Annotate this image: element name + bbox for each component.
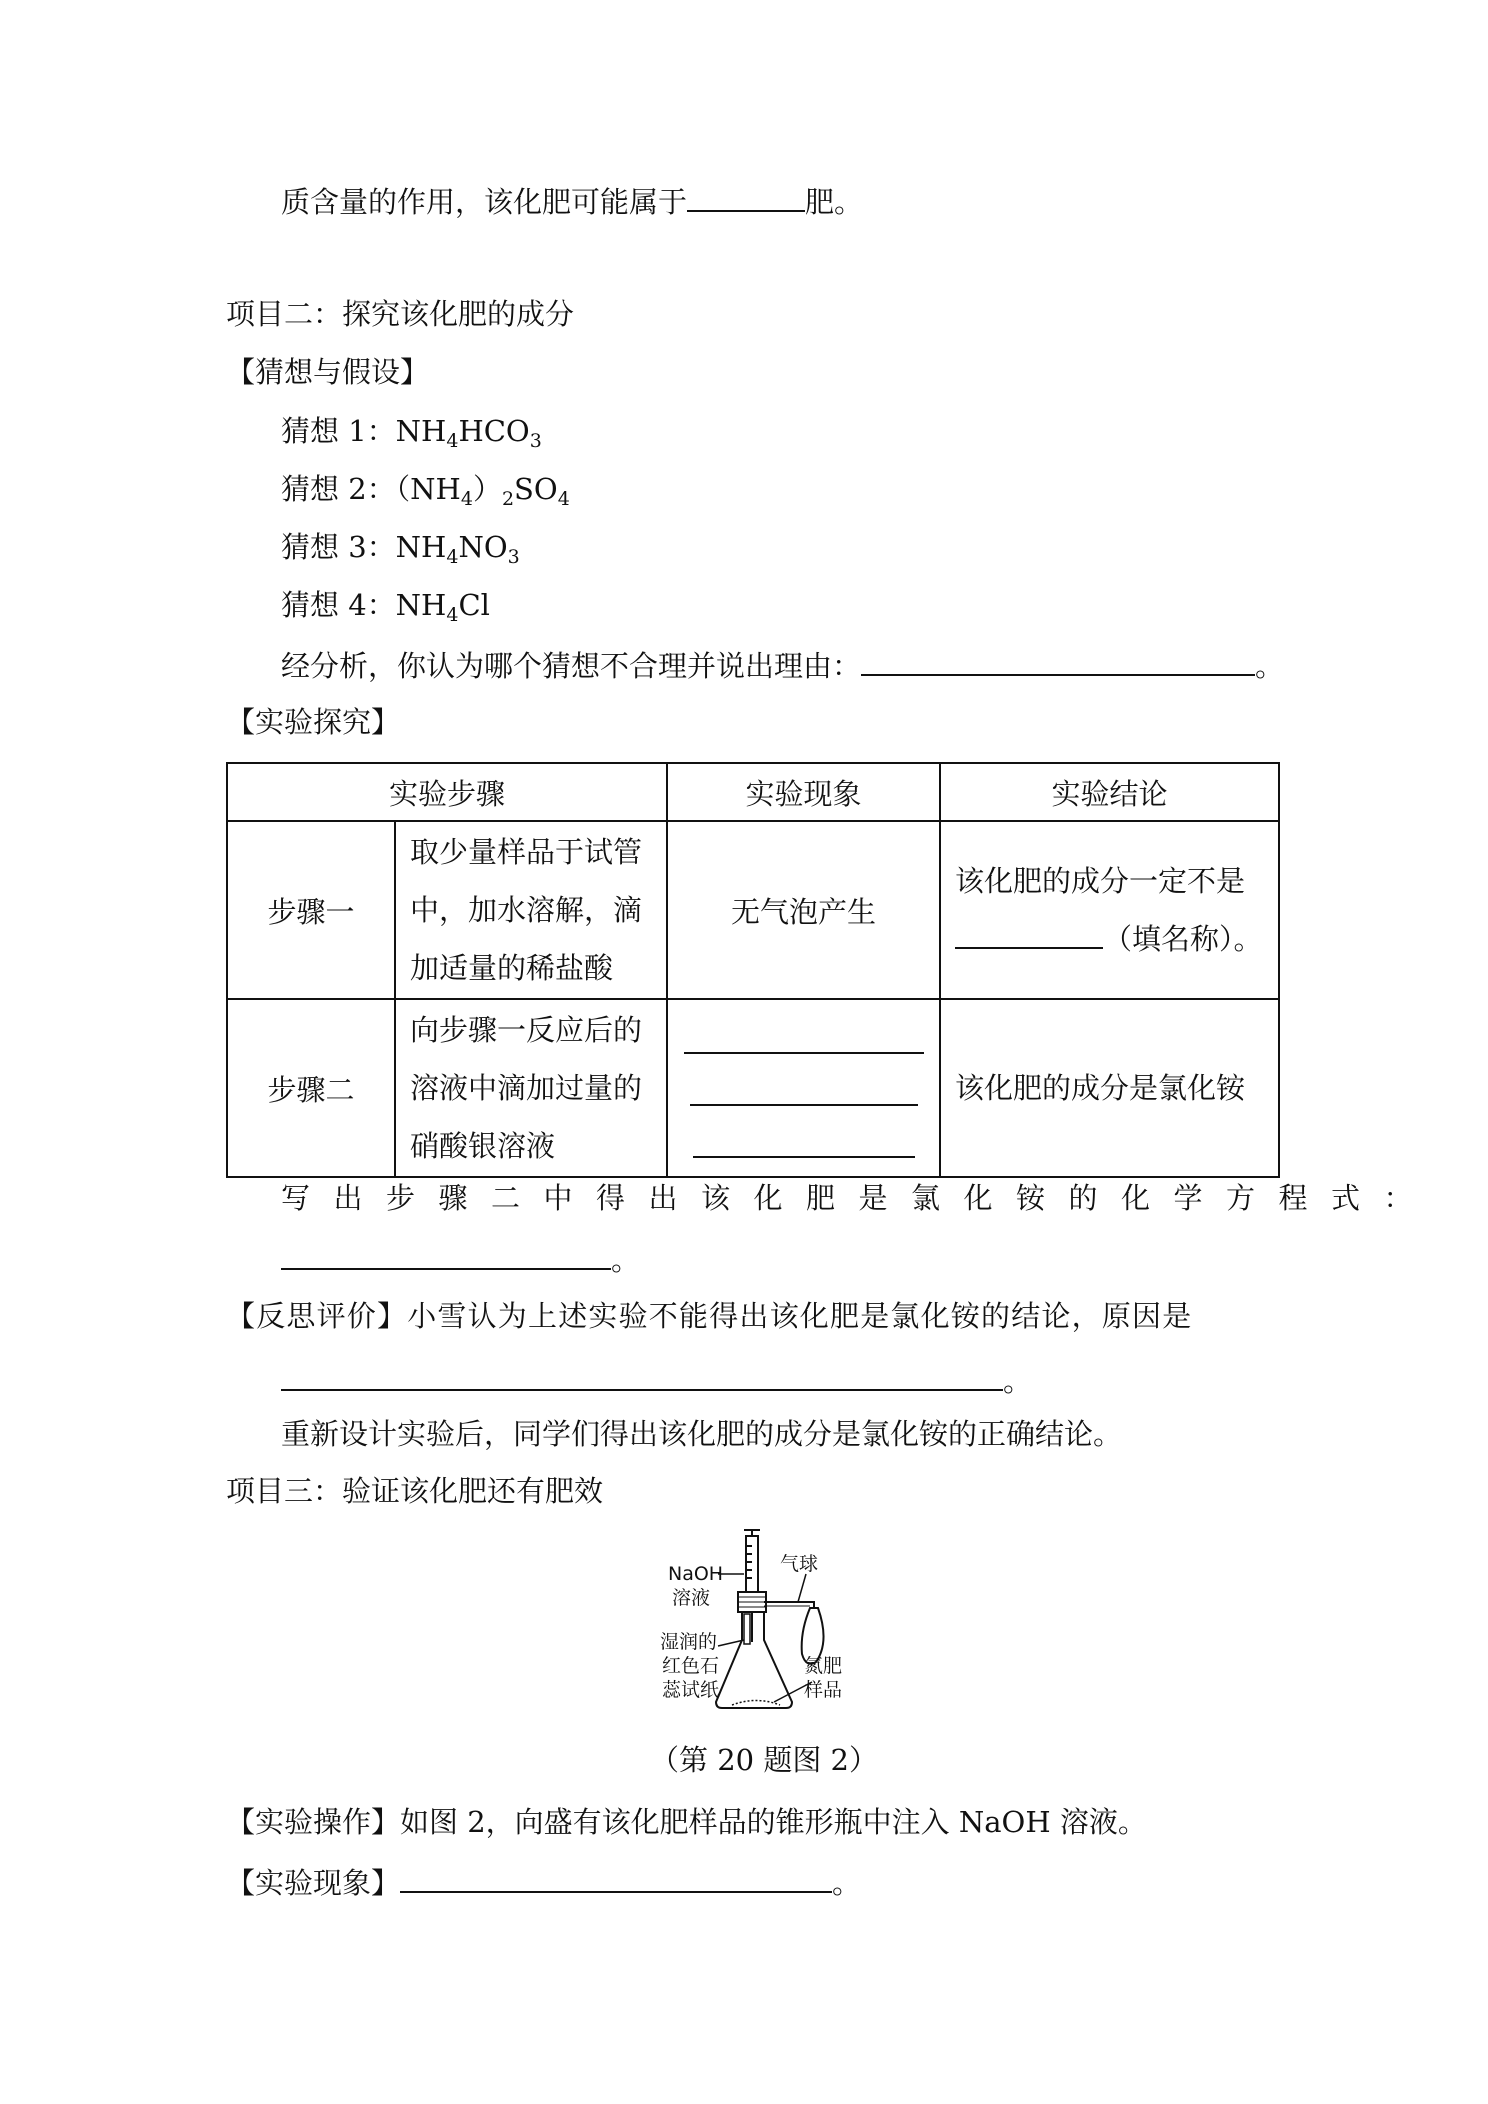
header-conclusion: 实验结论 [940, 763, 1279, 821]
apparatus-figure [660, 1522, 880, 1722]
phenomenon-blank-1[interactable] [684, 1020, 924, 1054]
equation-blank[interactable] [281, 1238, 611, 1270]
experiment-heading: 【实验探究】 [226, 705, 401, 739]
reflection-blank[interactable] [281, 1359, 1003, 1391]
phenomenon-blank-2[interactable] [690, 1072, 918, 1106]
label-solution: 溶液 [672, 1587, 711, 1609]
equation-question: 写出步骤二中得出该化肥是氯化铵的化学方程式： [281, 1181, 1437, 1215]
phenomenon-answer-blank[interactable] [400, 1861, 832, 1893]
conclusion-name-blank[interactable] [955, 917, 1103, 949]
label-naoh: NaOH [668, 1563, 724, 1585]
litmus-paper-icon [744, 1614, 750, 1644]
header-phenomenon: 实验现象 [667, 763, 940, 821]
experiment-phenomenon: 【实验现象】 。 [226, 1861, 861, 1903]
delivery-tube-icon [764, 1602, 814, 1608]
label-litmus-1: 湿润的 [660, 1631, 718, 1653]
step-one-conclusion: 该化肥的成分一定不是 （填名称）。 [940, 821, 1279, 999]
table-row [227, 821, 1279, 999]
label-litmus-2: 红色石 [662, 1655, 720, 1677]
phenomenon-blank-3[interactable] [693, 1124, 915, 1158]
redesign-statement: 重新设计实验后，同学们得出该化肥的成分是氯化铵的正确结论。 [281, 1417, 1123, 1451]
fertilizer-type-blank[interactable] [687, 180, 805, 212]
guess-heading: 【猜想与假设】 [226, 355, 430, 389]
project-three-heading: 项目三：验证该化肥还有肥效 [226, 1474, 604, 1508]
step-one-label: 步骤一 [227, 821, 395, 999]
figure-caption: （第 20 题图 2） [650, 1743, 879, 1777]
analysis-blank[interactable] [861, 644, 1255, 676]
guess-2: 猜想 2：$(NH_4)_2SO_4$ [281, 472, 570, 510]
reflection-question: 【反思评价】小雪认为上述实验不能得出该化肥是氯化铵的结论，原因是 [226, 1299, 1193, 1333]
conical-flask-icon [716, 1612, 792, 1708]
step-two-conclusion: 该化肥的成分是氯化铵 [940, 999, 1279, 1177]
equation-answer: 。 [281, 1238, 640, 1280]
step-one-phenomenon: 无气泡产生 [667, 821, 940, 999]
step-two-label: 步骤二 [227, 999, 395, 1177]
step-two-operation: 向步骤一反应后的 溶液中滴加过量的 硝酸银溶液 [395, 999, 667, 1177]
label-litmus-3: 蕊试纸 [662, 1679, 720, 1701]
label-balloon: 气球 [780, 1553, 819, 1575]
header-steps: 实验步骤 [227, 763, 667, 821]
label-sample-1: 氮肥 [804, 1655, 843, 1677]
syringe-icon [744, 1530, 760, 1642]
experiment-operation: 【实验操作】如图 2，向盛有该化肥样品的锥形瓶中注入 NaOH 溶液。 [226, 1805, 1147, 1839]
analysis-question: 经分析，你认为哪个猜想不合理并说出理由： 。 [281, 644, 1284, 686]
step-one-operation: 取少量样品于试管 中，加水溶解，滴 加适量的稀盐酸 [395, 821, 667, 999]
guess-4: 猜想 4：$NH_4Cl$ [281, 588, 490, 626]
label-sample-2: 样品 [804, 1679, 843, 1701]
step-two-phenomenon [667, 999, 940, 1177]
sample-icon [732, 1701, 780, 1706]
reflection-answer: 。 [281, 1359, 1032, 1401]
guess-1: 猜想 1：$NH_4HCO_3$ [281, 414, 542, 452]
guess-3: 猜想 3：$NH_4NO_3$ [281, 530, 520, 568]
experiment-table [226, 762, 1280, 1178]
table-row [227, 999, 1279, 1177]
fertilizer-type-question: 质含量的作用，该化肥可能属于 肥。 [281, 180, 863, 222]
project-two-heading: 项目二：探究该化肥的成分 [226, 297, 575, 331]
